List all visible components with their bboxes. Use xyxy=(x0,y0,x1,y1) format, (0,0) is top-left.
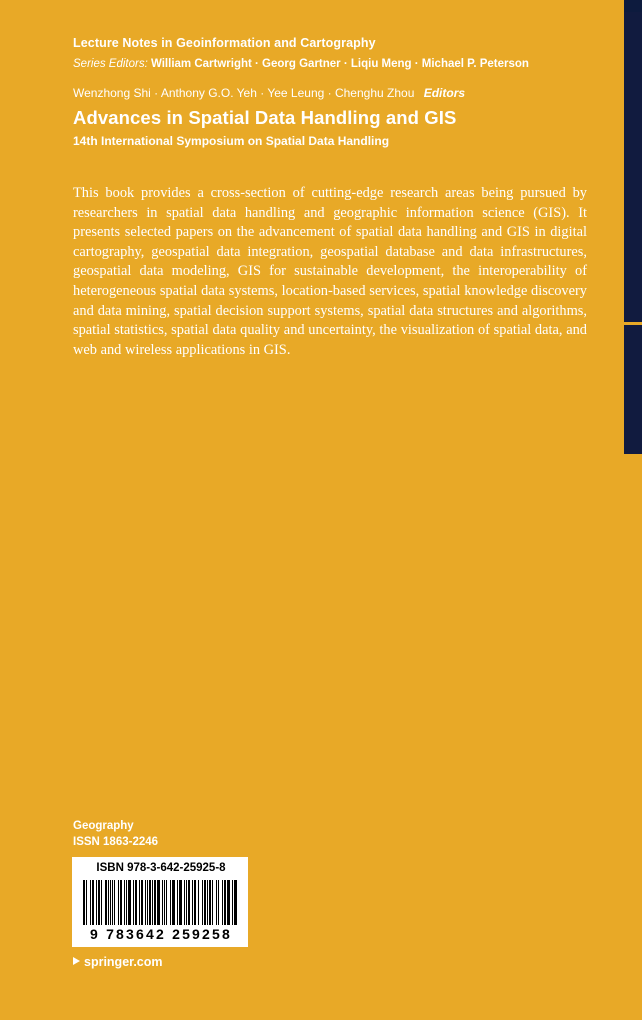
book-subtitle: 14th International Symposium on Spatial Data Handling xyxy=(73,134,390,148)
publisher-label: springer.com xyxy=(84,955,163,969)
isbn-label: ISBN 978-3-642-25925-8 xyxy=(96,862,226,874)
barcode-bars xyxy=(83,880,239,925)
triangle-icon xyxy=(73,957,80,965)
ean-number: 9 783642 259258 xyxy=(90,926,232,942)
spine-divider-line xyxy=(624,322,642,325)
barcode xyxy=(72,857,248,947)
editors-names: Wenzhong Shi · Anthony G.O. Yeh · Yee Leung · Chenghu Zhou xyxy=(73,86,415,100)
issn-label: ISSN 1863-2246 xyxy=(73,836,159,848)
back-cover-blurb: This book provides a cross-section of cutting-edge research areas being pursued by researchers in spatial data handling and geographic information science (GIS). It presents selected papers on the advancement of spatial data handling and GIS in digital cartography, geospatial data integration, geospatial database and data infrastructures, geospatial data modeling, GIS for sustainable development, the interoperability of heterogeneous spatial data systems, location-based services, spatial knowledge discovery and data mining, spatial decision support systems, spatial data structures and algorithms, spatial statistics, spatial data quality and uncertainty, the visualization of spatial data, and web and wireless applications in GIS. xyxy=(73,185,587,358)
series-editors xyxy=(73,58,529,70)
page-title: Advances in Spatial Data Handling and GIS xyxy=(73,107,457,128)
series-title: Lecture Notes in Geoinformation and Cartography xyxy=(73,36,376,50)
editors-line xyxy=(73,86,465,100)
spine-top-block xyxy=(624,0,642,12)
series-editors-names: William Cartwright · Georg Gartner · Liqiu Meng · Michael P. Peterson xyxy=(150,58,529,70)
editors-label: Editors xyxy=(423,86,466,100)
spine-dark-block xyxy=(624,12,642,454)
series-editors-label: Series Editors: xyxy=(73,58,148,70)
subject-label: Geography xyxy=(73,820,134,832)
publisher-logo[interactable] xyxy=(73,955,163,969)
